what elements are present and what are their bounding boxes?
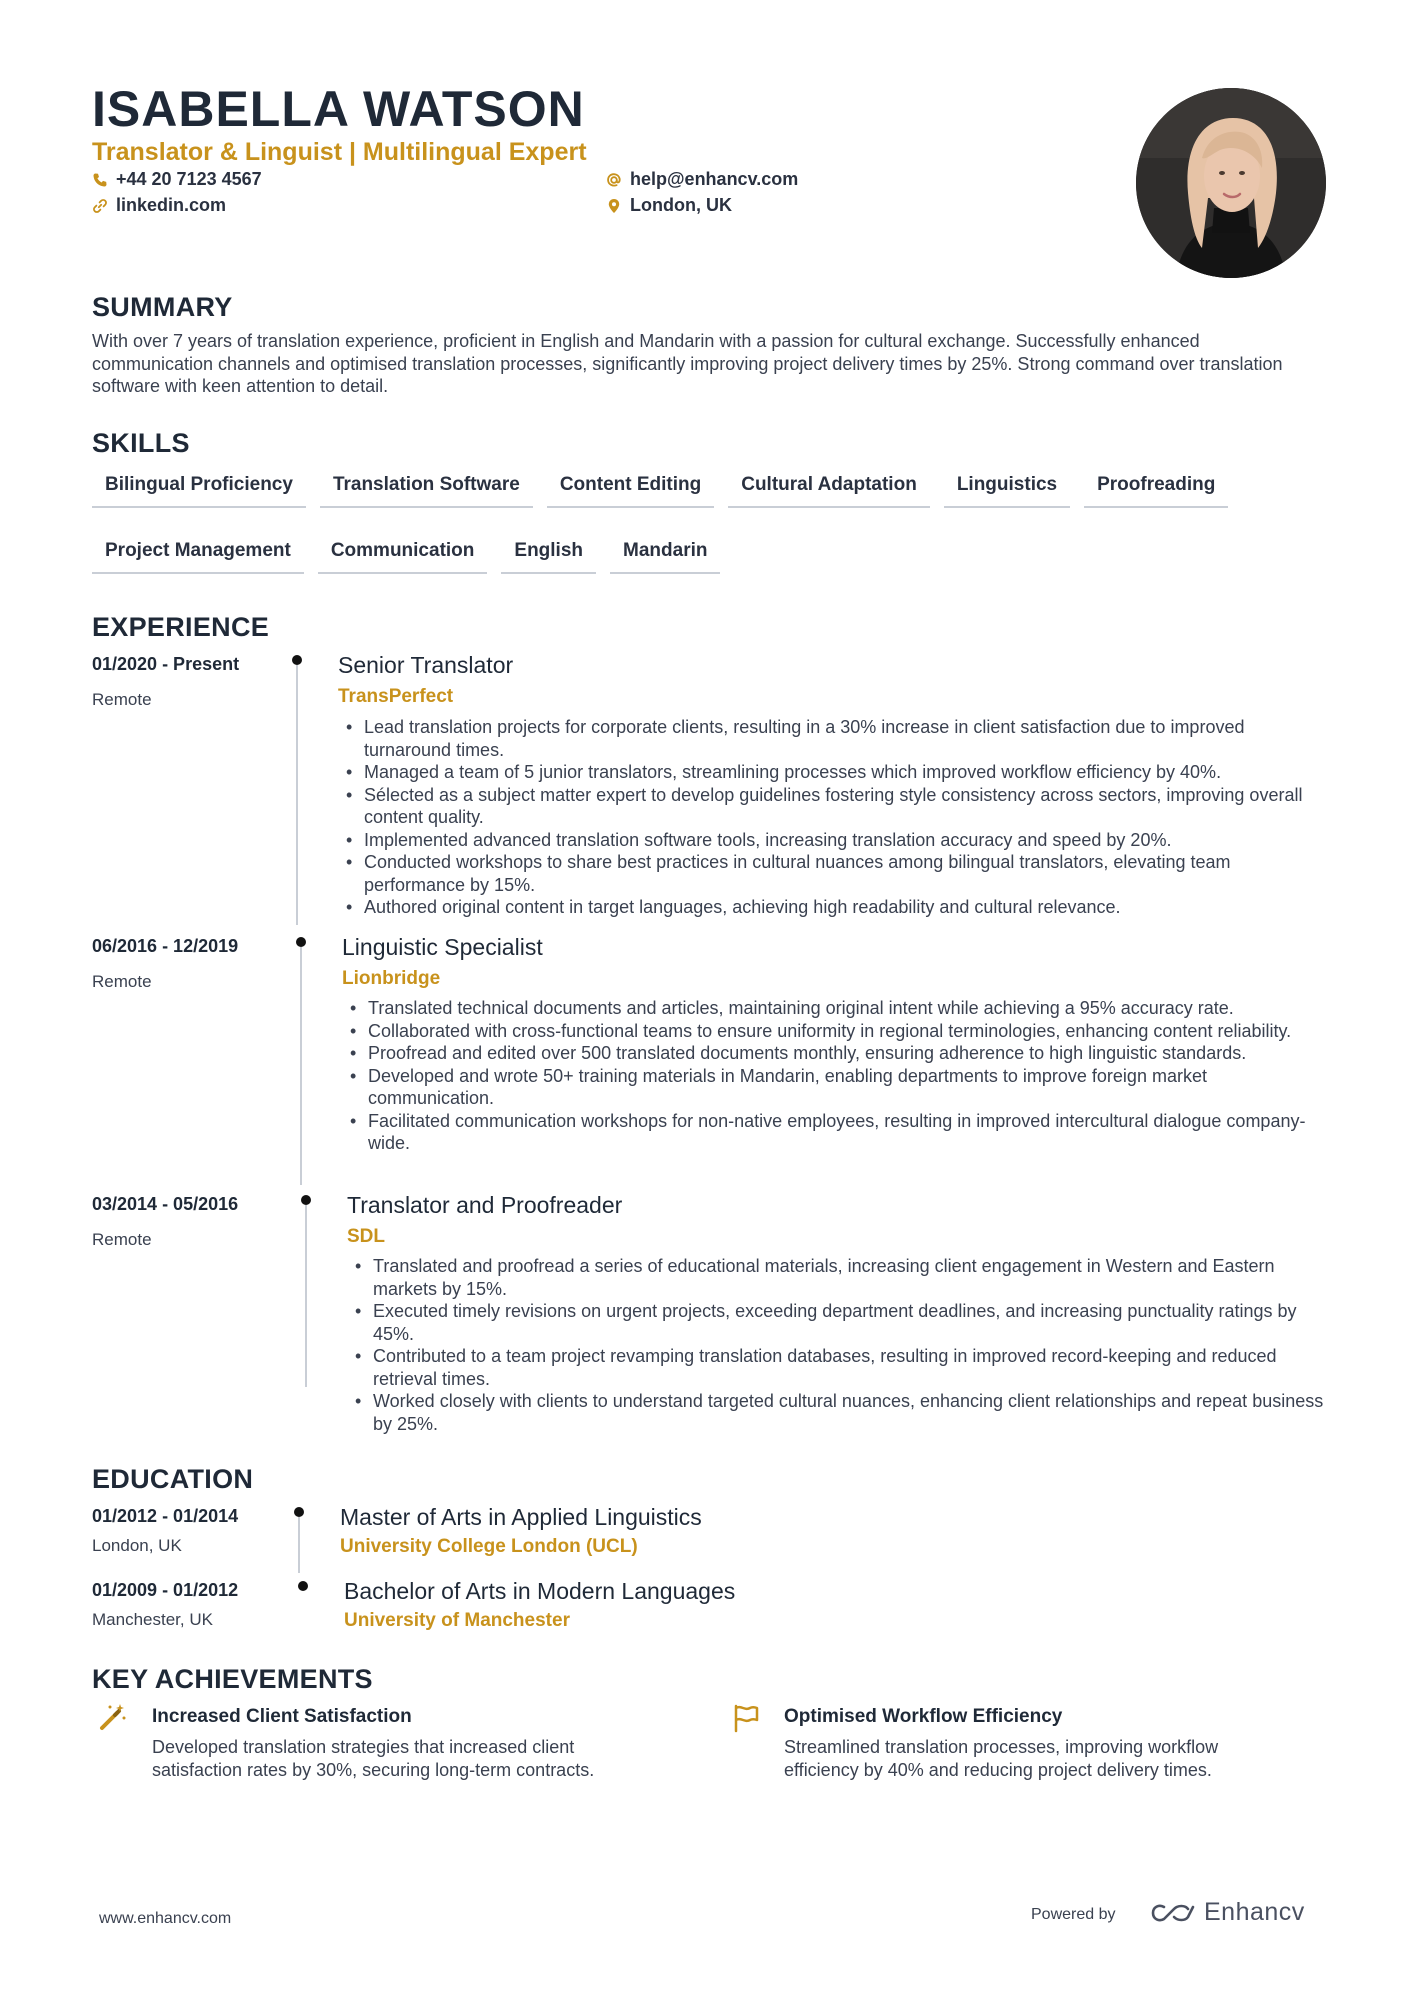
education-heading: EDUCATION [92,1464,254,1494]
achievement-title: Increased Client Satisfaction [152,1706,412,1727]
timeline-line [300,947,302,1185]
school-name: University College London (UCL) [340,1536,638,1557]
list-item: • Contributed to a team project revamping translation databases, resulting in improved record-keeping and reduced retrieval times. [353,1345,1334,1390]
achievement-text: Developed translation strategies that increased client satisfaction rates by 30%, securing long-term contracts. [152,1737,595,1780]
job-dates: 03/2014 - 05/2016 [92,1194,239,1214]
achievement-text: Streamlined translation processes, improving workflow efficiency by 40% and reducing project delivery times. [784,1737,1219,1780]
job-location: Remote [92,690,152,709]
company-name: SDL [347,1226,385,1247]
skill-tag: Proofreading [1084,466,1228,508]
location-pin-icon [606,198,622,214]
job-title: Translator and Proofreader [347,1192,623,1218]
list-item: • Translated technical documents and articles, maintaining original intent while achieving a 95% accuracy rate. [348,997,1334,1020]
skill-tag: Bilingual Proficiency [92,466,306,508]
candidate-name: ISABELLA WATSON [92,81,585,137]
list-item: • Translated and proofread a series of educational materials, increasing client engagement in Western and Eastern markets by 15%. [353,1255,1334,1300]
list-item: • Implemented advanced translation software tools, increasing translation accuracy and speed by 20%. [344,829,1334,852]
timeline-dot [294,1507,304,1517]
job-bullets [344,716,1334,919]
skill-tag: Content Editing [547,466,714,508]
skills-list [92,466,1332,574]
company-name: Lionbridge [342,968,441,989]
education-location: London, UK [92,1536,182,1555]
summary-heading: SUMMARY [92,292,233,322]
skill-tag: Project Management [92,532,304,574]
link-icon [92,198,108,214]
candidate-headline: Translator & Linguist | Multilingual Expert [92,138,587,166]
job-location: Remote [92,1230,152,1249]
timeline-line [296,665,298,925]
skill-tag: Translation Software [320,466,533,508]
contact-email[interactable] [606,169,798,190]
timeline-dot [298,1581,308,1591]
footer-brand[interactable] [1150,1898,1305,1927]
education-dates: 01/2009 - 01/2012 [92,1580,239,1600]
timeline-line [305,1205,307,1387]
skill-tag: English [501,532,596,574]
skill-tag: Mandarin [610,532,720,574]
location-text: London, UK [630,195,732,215]
education-dates: 01/2012 - 01/2014 [92,1506,239,1526]
list-item: • Proofread and edited over 500 translated documents monthly, ensuring adherence to high linguistic standards. [348,1042,1334,1065]
skills-heading: SKILLS [92,428,190,458]
list-item: • Worked closely with clients to understand targeted cultural nuances, enhancing client relationships and repeat business by 25%. [353,1390,1334,1435]
list-item: • Collaborated with cross-functional teams to ensure uniformity in regional terminologies, enhancing content reliability. [348,1020,1334,1043]
timeline-dot [296,937,306,947]
job-bullets [348,997,1334,1155]
at-icon [606,172,622,188]
footer-website[interactable]: www.enhancv.com [99,1910,232,1927]
skill-tag: Linguistics [944,466,1070,508]
magic-wand-icon [98,1702,128,1732]
list-item: • Facilitated communication workshops for non-native employees, resulting in improved intercultural dialogue company-wide. [348,1110,1334,1155]
footer-powered-by: Powered by [1031,1906,1116,1923]
skill-tag: Communication [318,532,488,574]
achievement-title: Optimised Workflow Efficiency [784,1706,1063,1727]
job-bullets [353,1255,1334,1435]
list-item: • Lead translation projects for corporate clients, resulting in a 30% increase in client satisfaction due to improved turnaround times. [344,716,1334,761]
portrait-illustration [1136,88,1326,278]
job-location: Remote [92,972,152,991]
list-item: • Managed a team of 5 junior translators, streamlining processes which improved workflow efficiency by 40%. [344,761,1334,784]
degree-title: Master of Arts in Applied Linguistics [340,1504,702,1530]
achievements-heading: KEY ACHIEVEMENTS [92,1664,373,1694]
company-name: TransPerfect [338,686,454,707]
experience-heading: EXPERIENCE [92,612,270,642]
job-title: Senior Translator [338,652,514,678]
linkedin-text: linkedin.com [116,195,227,215]
degree-title: Bachelor of Arts in Modern Languages [344,1578,736,1604]
timeline-dot [292,655,302,665]
school-name: University of Manchester [344,1610,570,1631]
timeline-line [298,1517,300,1573]
education-location: Manchester, UK [92,1610,213,1629]
contact-phone [92,169,262,190]
timeline-dot [301,1195,311,1205]
list-item: • Developed and wrote 50+ training materials in Mandarin, enabling departments to improve foreign market communication. [348,1065,1334,1110]
phone-icon [92,172,108,188]
list-item: • Sélected as a subject matter expert to develop guidelines fostering style consistency across sectors, improving overall content quality. [344,784,1334,829]
list-item: • Conducted workshops to share best practices in cultural nuances among bilingual translators, elevating team performance by 15%. [344,851,1334,896]
email-text: help@enhancv.com [630,169,799,189]
skill-tag: Cultural Adaptation [728,466,930,508]
summary-text: With over 7 years of translation experience, proficient in English and Mandarin with a passion for cultural exchange. Successfully enhanced communication channels and optimised translation processes, significantly improving project delivery times by 25%. Strong command over translation software with keen attention to detail. [92,331,1283,396]
profile-photo [1136,88,1326,278]
flag-icon [731,1703,761,1733]
list-item: • Authored original content in target languages, achieving high readability and cultural relevance. [344,896,1334,919]
contact-location [606,195,732,216]
list-item: • Executed timely revisions on urgent projects, exceeding department deadlines, and increasing punctuality ratings by 45%. [353,1300,1334,1345]
job-dates: 06/2016 - 12/2019 [92,936,239,956]
enhancv-logo-icon [1150,1901,1196,1925]
contact-linkedin[interactable] [92,195,226,216]
job-dates: 01/2020 - Present [92,654,240,674]
phone-text: +44 20 7123 4567 [116,169,262,189]
footer-brand-name: Enhancv [1204,1898,1305,1926]
job-title: Linguistic Specialist [342,934,543,960]
